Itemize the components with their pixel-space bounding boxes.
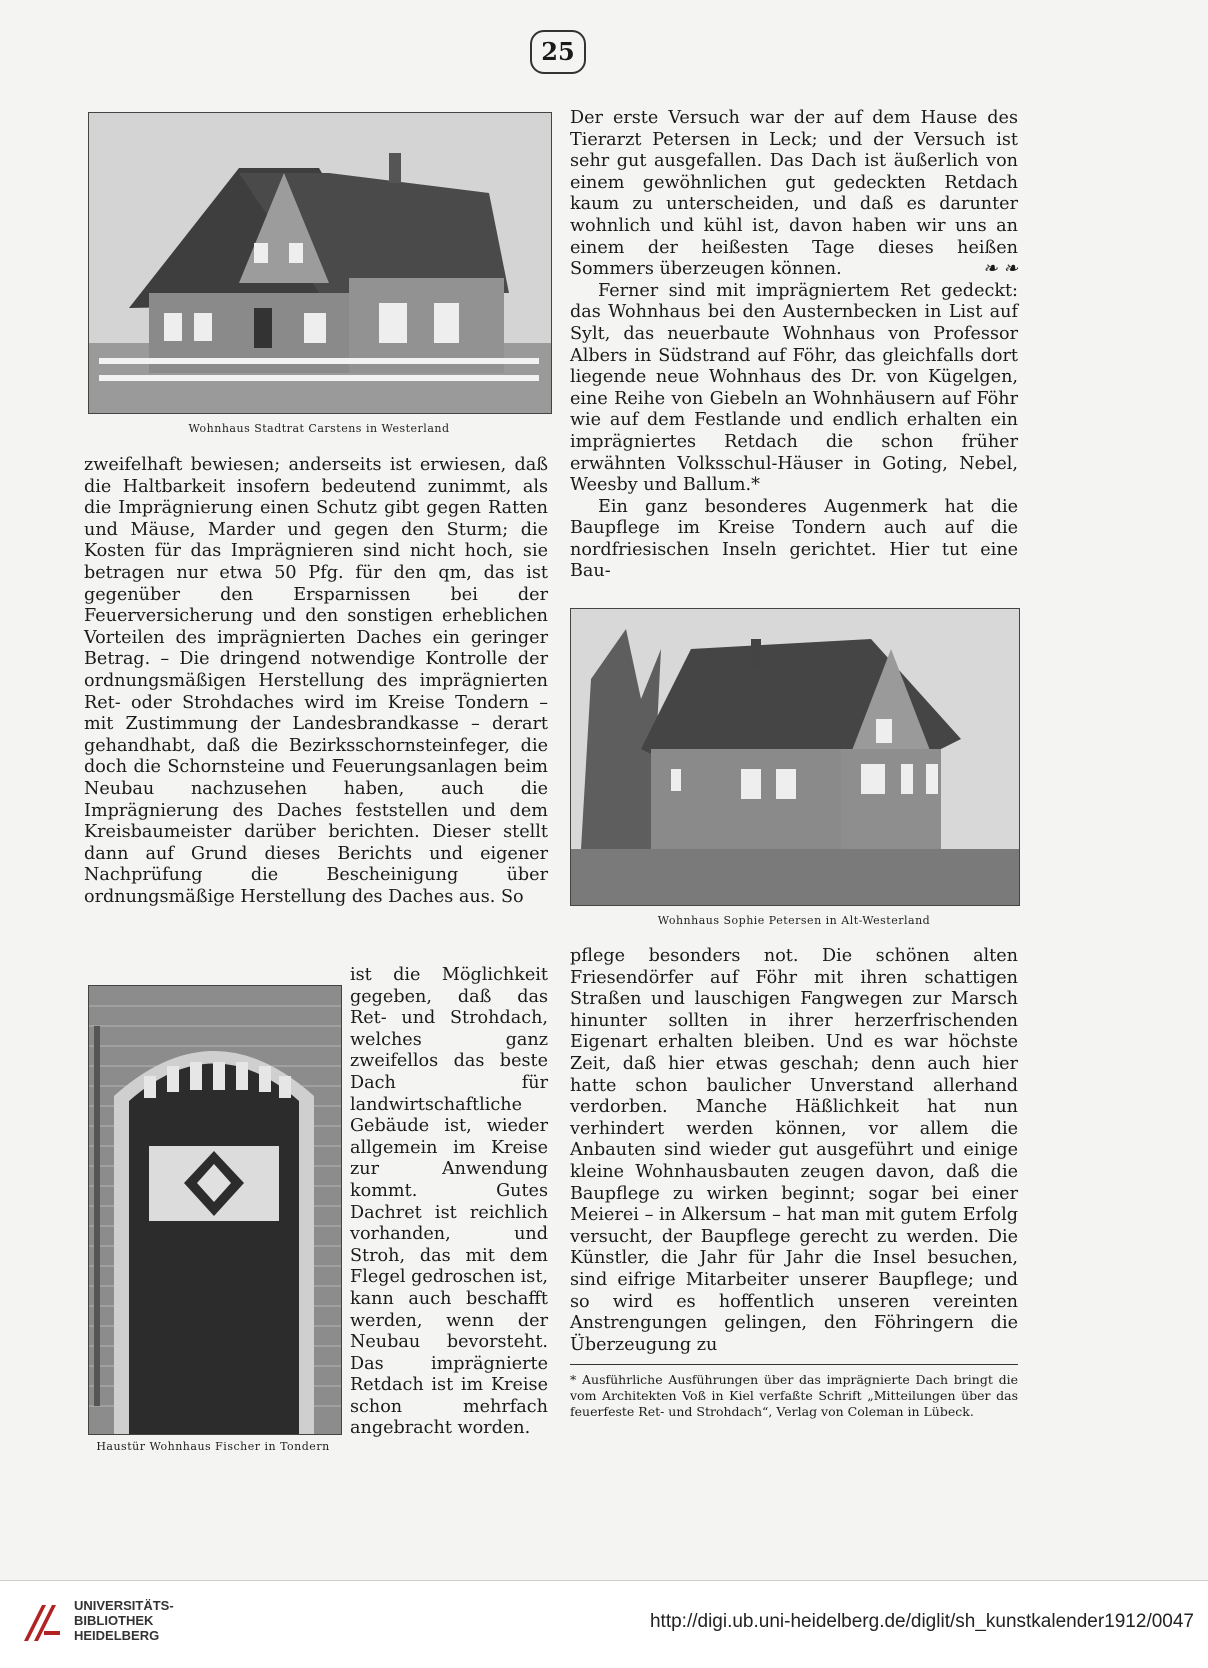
paragraph-baupflege: Ein ganz besonderes Augenmerk hat die Baupflege im Kreise Tondern auch auf die nordfriesischen Inseln gerichtet. Hier tut eine Bau- [570,496,1018,582]
footnote: * Ausführliche Ausführungen über das imprägnierte Dach bringt die vom Architekten Voß in Kiel verfaßte Schrift „Mitteilungen über das feuerfeste Ret- und Strohdach“, Verlag von Coleman in Lübeck. [570,1372,1018,1419]
library-name-line2: BIBLIOTHEK [74,1613,154,1628]
photo-wohnhaus-carstens [88,112,552,414]
library-name-line1: UNIVERSITÄTS- [74,1598,174,1613]
footnote-rule [570,1364,1018,1365]
library-name [74,1598,174,1643]
caption-middle-right: Wohnhaus Sophie Petersen in Alt-Westerland [657,914,931,927]
caption-bottom-left: Haustür Wohnhaus Fischer in Tondern [96,1440,330,1453]
library-footer [0,1580,1208,1668]
paragraph-friesendoerfer: pflege besonders not. Die schönen alten Friesendörfer auf Föhr mit ihren schattigen Straßen und lauschigen Fangwegen zur Marsch hinunter sollten in ihrer herzerfrischenden Eigenart erhalten bleiben. Und es war höchste Zeit, daß hier etwas geschah; denn auch hier hatte schon baulicher Unverstand allerhand verdorben. Manche Häßlichkeit hat nun verhindert werden können, vor allem die Anbauten sind wieder gut ausgeführt und einige kleine Wohnhausbauten zeugen davon, daß die Baupflege zu wirken beginnt; sogar bei einer Meierei – in Alkersum – hat man mit gutem Erfolg versucht, der Baupflege gerecht zu werden. Die Künstler, die Jahr für Jahr die Insel besuchen, sind eifrige Mitarbeiter unserer Baupflege; und so wird es hoffentlich unseren vereinten Anstrengungen gelingen, den Föhringern die Überzeugung zu [570,946,1018,1355]
left-column-main [84,455,548,908]
permalink-url[interactable]: http://digi.ub.uni-heidelberg.de/diglit/sh_kunstkalender1912/0047 [649,1611,1194,1632]
left-column-narrow [350,965,548,1440]
page-number: 25 [530,30,586,74]
caption-top-left: Wohnhaus Stadtrat Carstens in Westerland [188,422,450,435]
paragraph-first-attempt: Der erste Versuch war der auf dem Hause des Tierarzt Petersen in Leck; und der Versuch ist sehr gut ausgefallen. Das Dach ist äußerlich von einem gewöhnlichen gut gedeckten Retdach kaum zu unterscheiden, und daß es darunter wohnlich und kühl ist, davon haben wir uns an einem der heißesten Tage dieses heißen Sommers überzeugen können. ❧ ❧ [570,108,1018,280]
library-logo-icon [20,1601,64,1645]
right-column-top [570,108,1018,583]
right-column-bottom [570,946,1018,1356]
paragraph-ret-strohdach: ist die Möglichkeit gegeben, daß das Ret- und Strohdach, welches ganz zweifellos das beste Dach für landwirtschaftliche Gebäude ist, wieder allgemein im Kreise zur Anwendung kommt. Gutes Dachret ist reichlich vorhanden, und Stroh, das mit dem Flegel gedroschen ist, kann auch beschafft werden, wenn der Neubau bevorsteht. Das imprägnierte Retdach ist im Kreise schon mehrfach angebracht worden. [350,965,548,1439]
paragraph-further-roofs: Ferner sind mit imprägniertem Ret gedeckt: das Wohnhaus bei den Austernbecken in List auf Sylt, das neuerbaute Wohnhaus von Professor Albers in Südstrand auf Föhr, das gleichfalls dort liegende neue Wohnhaus des Dr. von Kügelgen, eine Reihe von Giebeln an Wohnhäusern auf Föhr wie auf dem Festlande und endlich erhalten ein imprägniertes Retdach die schon früher erwähnten Volksschul-Häuser in Goting, Nebel, Weesby und Ballum.* [570,280,1018,496]
library-name-line3: HEIDELBERG [74,1628,160,1643]
paragraph-impregnation: zweifelhaft bewiesen; anderseits ist erwiesen, daß die Haltbarkeit insofern bedeutend zunimmt, als die Imprägnierung einen Schutz gibt gegen Ratten und Mäuse, Marder und gegen den Sturm; die Kosten für das Imprägnieren sind nicht hoch, sie betragen nur etwa 50 Pfg. für den qm, das ist gegenüber den Ersparnissen bei der Feuerversicherung und den sonstigen erheblichen Vorteilen des imprägnierten Daches ein geringer Betrag. – Die dringend notwendige Kontrolle der ordnungsmäßigen Herstellung des imprägnierten Ret- oder Strohdaches wird im Kreise Tondern – mit Zustimmung der Landesbrandkasse – derart gehandhabt, daß die Bezirksschornsteinfeger, die doch die Schornsteine und Feuerungsanlagen beim Neubau nachzusehen haben, auch die Imprägnierung des Daches feststellen und dem Kreisbaumeister darüber berichten. Dieser stellt dann auf Grund dieses Berichts und eigener Nachprüfung die Bescheinigung über ordnungsmäßige Herstellung des Daches aus. So [84,455,548,907]
photo-haustuer-fischer [88,985,342,1435]
photo-wohnhaus-petersen [570,608,1020,906]
ornament: ❧ ❧ [982,259,1018,280]
